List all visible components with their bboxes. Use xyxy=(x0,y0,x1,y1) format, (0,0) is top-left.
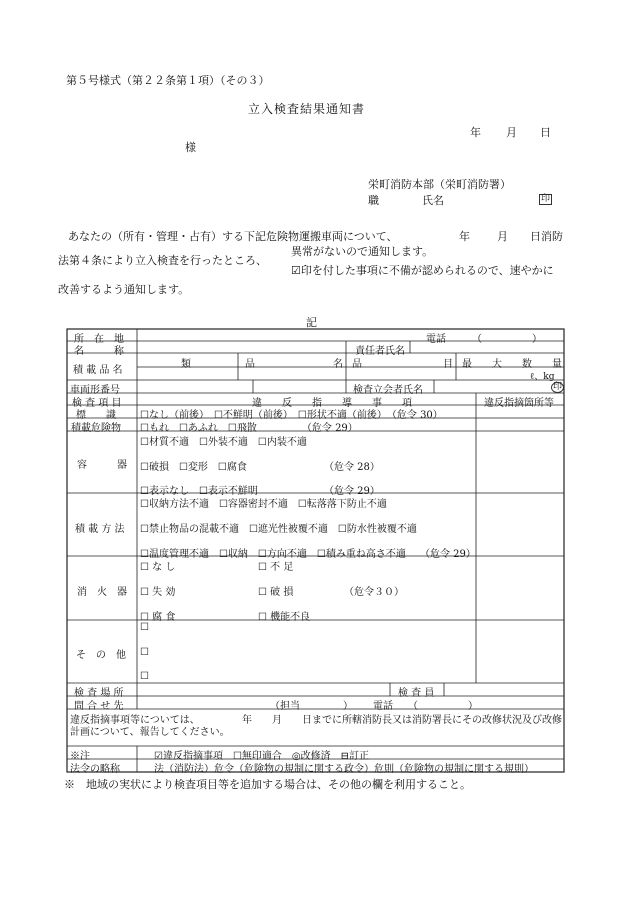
ext-corroded: ☐ 腐 食 xyxy=(140,612,176,623)
responsible-label: 責任者氏名 xyxy=(355,346,405,357)
phone-paren: （ ） xyxy=(472,334,542,345)
container-ref: （危令 28） xyxy=(324,462,380,473)
report-month: 月 xyxy=(272,715,282,726)
body-line2: 法第４条により立入検査を行ったところ、 xyxy=(58,254,267,267)
cargo-label: 積 載 品 名 xyxy=(73,365,123,376)
ext-ref: （危令３０） xyxy=(344,587,404,598)
cargo-name-label: 名 xyxy=(333,359,343,370)
container-ref2: （危令 29） xyxy=(324,486,380,497)
loading-ref: （危令 29） xyxy=(420,549,476,560)
ext-expired: ☐ 失 効 xyxy=(140,587,176,598)
ext-shortage: ☐ 不 足 xyxy=(258,562,294,573)
contact-label: 問 合 せ 先 xyxy=(74,701,124,712)
tanto-label: （担当 xyxy=(270,701,300,712)
note-items: ☑違反指摘事項 ☐無印適合 ◎改修済 ⊟訂正 xyxy=(154,751,370,762)
loading-row2: ☐禁止物品の混載不適 ☐遮光性被覆不適 ☐防水性被覆不適 xyxy=(140,524,417,535)
vehicle-type-label: 車両形番号 xyxy=(70,385,120,396)
violation-place-header: 違反指摘箇所等 xyxy=(484,398,554,409)
note-label: ※注 xyxy=(70,751,90,762)
body-line1-month: 月 xyxy=(497,230,508,243)
loading-row1: ☐収納方法不適 ☐容器密封不適 ☐転落落下防止不適 xyxy=(140,499,387,510)
ext-malfunction: ☐ 機能不良 xyxy=(258,612,311,623)
report-day: 日までに所轄消防長又は消防署長にその改修状況及び改修 xyxy=(302,715,562,726)
report-line1: 違反指摘事項等については、 xyxy=(70,715,200,726)
issuer-seal: 印 xyxy=(541,194,551,204)
cargo-class-label: 類 xyxy=(181,359,191,370)
loading-row3: ☐温度管理不適 ☐収納 ☐方向不適 ☐積み重ね高さ不適 xyxy=(140,549,406,560)
other-label: そ の 他 xyxy=(76,650,126,661)
cargo-moku-label: 目 xyxy=(443,359,453,370)
phone-label: 電話 xyxy=(426,334,446,345)
container-label: 容 器 xyxy=(77,460,127,471)
other-box-1: ☐ xyxy=(140,622,149,633)
issuer-org: 栄町消防本部（栄町消防署） xyxy=(368,178,511,191)
cargo-shina-label: 品 xyxy=(352,359,362,370)
body-line1-year: 年 xyxy=(459,230,470,243)
footnote: ※ 地域の実状により検査項目等を追加する場合は、その他の欄を利用すること。 xyxy=(64,778,471,791)
ext-none: ☐ な し xyxy=(140,562,176,573)
loading-label: 積 載 方 法 xyxy=(75,524,125,535)
hyoshiki-label: 標 識 xyxy=(76,410,116,421)
body-line3: 改善するよう通知します。 xyxy=(58,283,190,296)
issuer-name-label: 氏名 xyxy=(422,194,444,207)
report-year: 年 xyxy=(242,715,252,726)
other-box-3: ☐ xyxy=(140,671,149,682)
container-row3: ☐表示なし ☐表示不鮮明 xyxy=(140,486,258,497)
cargo-danger-label: 積載危険物 xyxy=(71,423,121,434)
container-row2: ☐破損 ☐変形 ☐腐食 xyxy=(140,462,247,473)
page-title: 立入検査結果通知書 xyxy=(248,102,366,116)
witness-seal: 印 xyxy=(553,382,563,392)
body-option-2: ☑印を付した事項に不備が認められるので、速やかに xyxy=(291,264,554,277)
ext-damaged: ☐ 破 損 xyxy=(258,587,294,598)
witness-label: 検査立会者氏名 xyxy=(353,385,423,396)
container-row1: ☐材質不適 ☐外装不適 ☐内装不適 xyxy=(140,437,307,448)
report-line2: 計画について、報告してください。 xyxy=(70,727,230,738)
date-month-label: 月 xyxy=(506,126,517,139)
date-day-label: 日 xyxy=(540,126,551,139)
inspection-item-header: 検 査 項 目 xyxy=(72,398,122,409)
abbr-text: 法（消防法）危令（危険物の規制に関する政令）危則（危険物の規制に関する規則） xyxy=(154,764,534,775)
addressee-suffix: 様 xyxy=(185,141,196,154)
body-option-1: 異常がないので通知します。 xyxy=(291,245,434,258)
other-box-2: ☐ xyxy=(140,647,149,658)
body-line1-day: 日消防 xyxy=(530,230,563,243)
extinguisher-label: 消 火 器 xyxy=(77,587,127,598)
max-qty-label: 最 大 数 量 xyxy=(462,359,562,370)
insp-place-label: 検 査 場 所 xyxy=(74,688,124,699)
cargo-item-label: 品 xyxy=(245,359,255,370)
name-label: 名 称 xyxy=(74,346,124,357)
form-id: 第５号様式（第２２条第１項）（その３） xyxy=(66,74,270,87)
cargo-danger-items: ☐もれ ☐あふれ ☐飛散 （危令 29） xyxy=(140,423,358,434)
contact-phone-label: 電話 xyxy=(373,701,393,712)
abbr-label: 法令の略称 xyxy=(70,764,120,775)
guidance-header: 違 反 指 導 事 項 xyxy=(252,398,412,409)
hyoshiki-items: ☐なし（前後） ☐不鮮明（前後） ☐形状不適（前後） （危令 30） xyxy=(140,410,443,421)
body-line1: あなたの（所有・管理・占有）する下記危険物運搬車両について、 xyxy=(68,230,398,243)
ki-label: 記 xyxy=(306,316,317,329)
tanto-close: ） xyxy=(343,701,353,712)
inspector-label: 検 査 員 xyxy=(398,688,435,699)
contact-phone-paren: （ ） xyxy=(408,701,478,712)
date-year-label: 年 xyxy=(470,126,481,139)
units-label: ℓ、kg xyxy=(530,372,555,382)
location-label: 所 在 地 xyxy=(74,334,124,345)
issuer-position: 職 xyxy=(368,194,379,207)
